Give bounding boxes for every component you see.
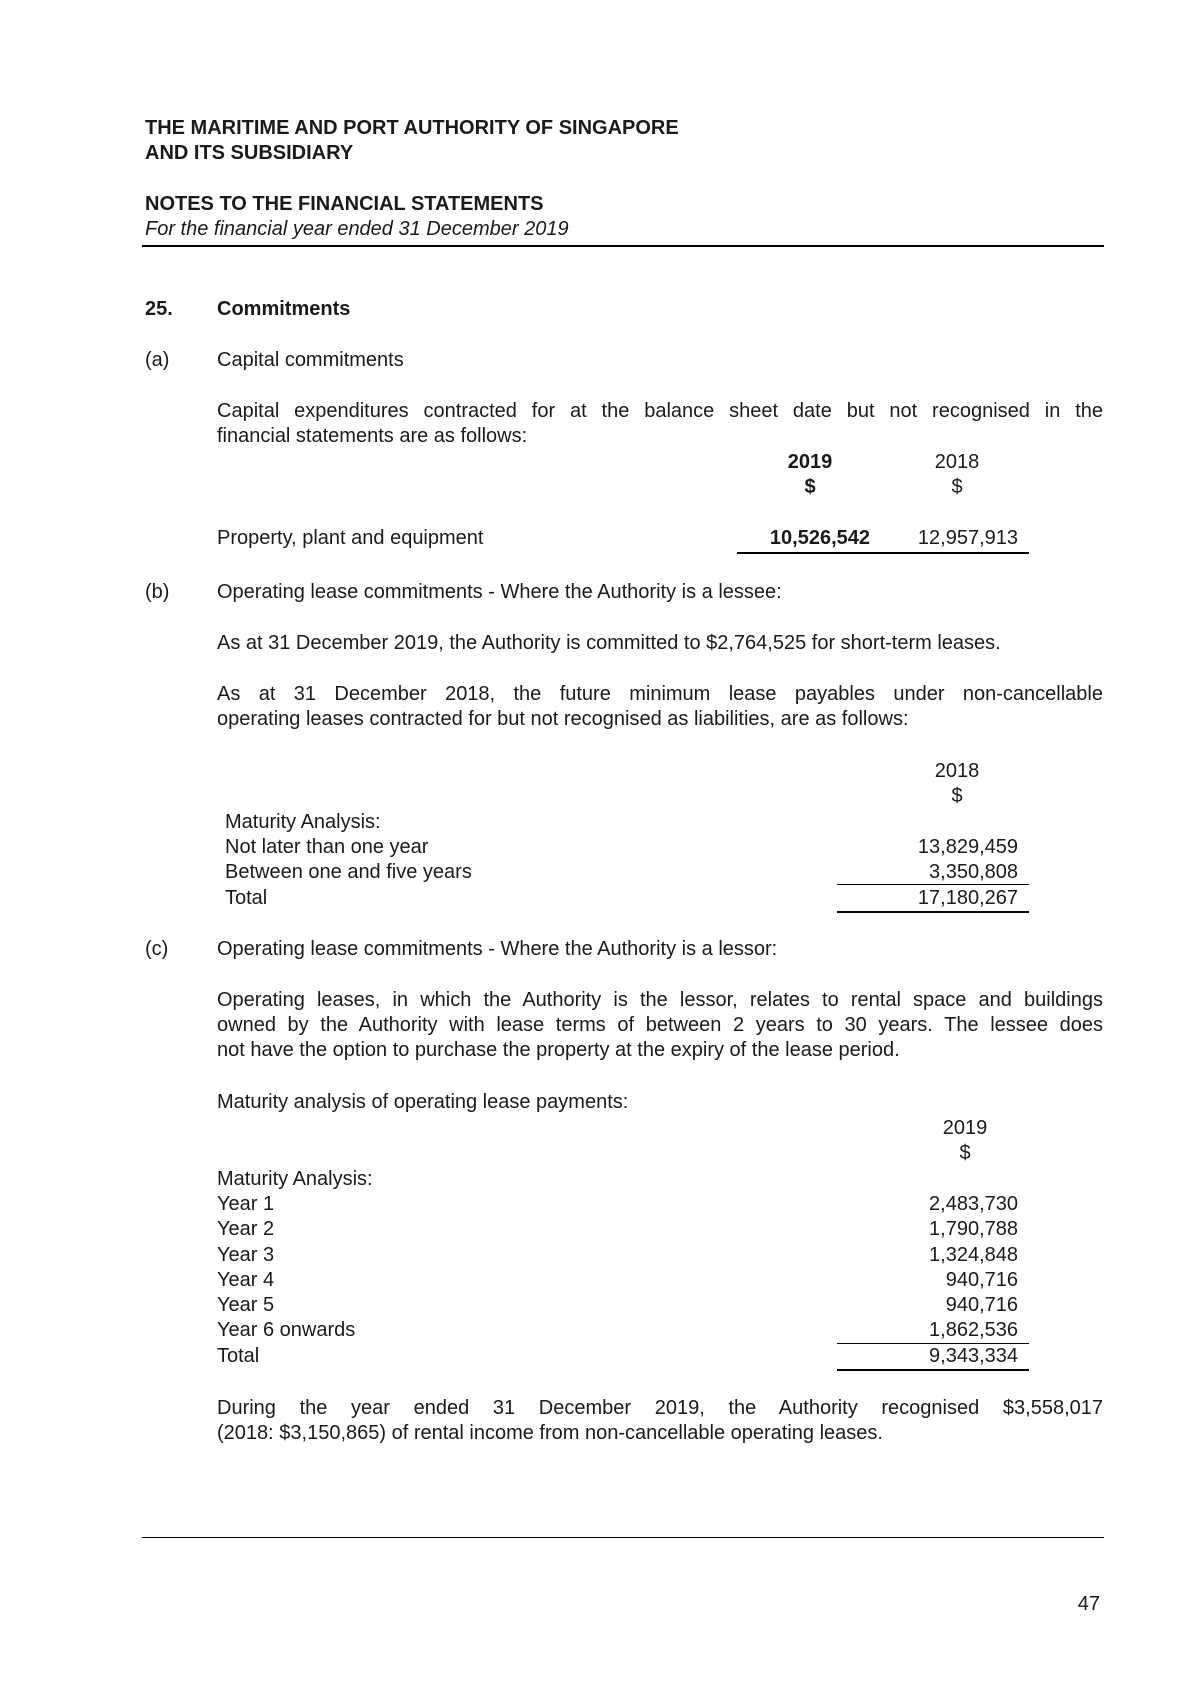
part-c-row-value: 1,324,848 (929, 1244, 1018, 1266)
part-b-para2 (217, 682, 1103, 732)
part-b-para2-line2: operating leases contracted for but not recognised as liabilities, are as follows: (217, 708, 909, 730)
part-a-intro (217, 399, 1103, 449)
part-a-currency-2018: $ (951, 476, 963, 498)
part-b-row-value: 3,350,808 (929, 861, 1018, 883)
part-b-row-value: 17,180,267 (917, 887, 1018, 909)
part-c-row-label: Year 5 (217, 1294, 275, 1316)
part-c-heading: Operating lease commitments - Where the Authority is a lessor: (217, 938, 778, 960)
part-c-row-value: 940,716 (945, 1269, 1018, 1291)
part-b-row-value: 13,829,459 (917, 836, 1018, 858)
header-rule (142, 245, 1104, 247)
part-c-row-label: Year 1 (217, 1193, 275, 1215)
part-a-value-2019: 10,526,542 (769, 527, 870, 549)
part-a-intro-line1: Capital expenditures contracted for at the balance sheet date but not recognised in the (217, 400, 1103, 422)
part-c-total-rule (837, 1369, 1029, 1371)
part-a-currency-2019: $ (804, 476, 816, 498)
part-b-para1: As at 31 December 2019, the Authority is committed to $2,764,525 for short-term leases. (217, 632, 1001, 654)
part-c-analysis-label: Maturity Analysis: (217, 1168, 373, 1190)
org-name-line2: AND ITS SUBSIDIARY (145, 142, 354, 164)
part-c-row-label: Year 3 (217, 1244, 275, 1266)
part-c-para1 (217, 988, 1103, 1063)
part-c-closing-line1: During the year ended 31 December 2019, the Authority recognised $3,558,017 (217, 1397, 1103, 1419)
part-b-heading: Operating lease commitments - Where the Authority is a lessee: (217, 581, 782, 603)
part-b-analysis-label: Maturity Analysis: (225, 811, 381, 833)
period-subtitle: For the financial year ended 31 December 2019 (145, 218, 569, 240)
part-b-row-label: Between one and five years (225, 861, 472, 883)
part-a-value-2018: 12,957,913 (917, 527, 1018, 549)
part-a-col-2019: 2019 (787, 451, 833, 473)
part-b-col-year: 2018 (934, 760, 980, 782)
note-number: 25. (145, 298, 173, 320)
part-c-para1-line1: Operating leases, in which the Authority is the lessor, relates to rental space and buildings (217, 989, 1103, 1011)
part-c-label: (c) (145, 938, 169, 960)
part-c-row-value: 9,343,334 (929, 1345, 1018, 1367)
page-number: 47 (1077, 1593, 1100, 1615)
org-name-line1: THE MARITIME AND PORT AUTHORITY OF SINGAPORE (145, 117, 679, 139)
note-title: Commitments (217, 298, 351, 320)
part-b-subtotal-rule (837, 884, 1029, 885)
footer-rule (142, 1537, 1104, 1538)
part-a-intro-line2: financial statements are as follows: (217, 425, 528, 447)
part-c-row-value: 940,716 (945, 1294, 1018, 1316)
part-a-total-rule (737, 552, 1029, 554)
part-a-col-2018: 2018 (934, 451, 980, 473)
part-c-closing-line2: (2018: $3,150,865) of rental income from non-cancellable operating leases. (217, 1422, 883, 1444)
part-b-label: (b) (145, 581, 170, 603)
part-b-col-currency: $ (951, 785, 963, 807)
part-c-closing (217, 1396, 1103, 1446)
part-c-row-label: Total (217, 1345, 260, 1367)
part-b-row-label: Not later than one year (225, 836, 429, 858)
part-c-maturity-intro: Maturity analysis of operating lease payments: (217, 1091, 629, 1113)
part-c-para1-line3: not have the option to purchase the property at the expiry of the lease period. (217, 1039, 900, 1061)
part-c-row-value: 1,862,536 (929, 1319, 1018, 1341)
part-c-col-year: 2019 (942, 1117, 988, 1139)
part-b-row-label: Total (225, 887, 268, 909)
part-b-total-rule (837, 911, 1029, 913)
part-c-row-label: Year 6 onwards (217, 1319, 356, 1341)
part-c-row-value: 1,790,788 (929, 1218, 1018, 1240)
part-c-row-label: Year 4 (217, 1269, 275, 1291)
part-b-para2-line1: As at 31 December 2018, the future minimum lease payables under non-cancellable (217, 683, 1103, 705)
part-a-heading: Capital commitments (217, 349, 404, 371)
part-a-label: (a) (145, 349, 170, 371)
part-c-row-value: 2,483,730 (929, 1193, 1018, 1215)
part-c-row-label: Year 2 (217, 1218, 275, 1240)
part-a-row-label: Property, plant and equipment (217, 527, 484, 549)
part-c-col-currency: $ (959, 1142, 971, 1164)
part-c-para1-line2: owned by the Authority with lease terms of between 2 years to 30 years. The lessee does (217, 1014, 1103, 1036)
section-title: NOTES TO THE FINANCIAL STATEMENTS (145, 193, 544, 215)
